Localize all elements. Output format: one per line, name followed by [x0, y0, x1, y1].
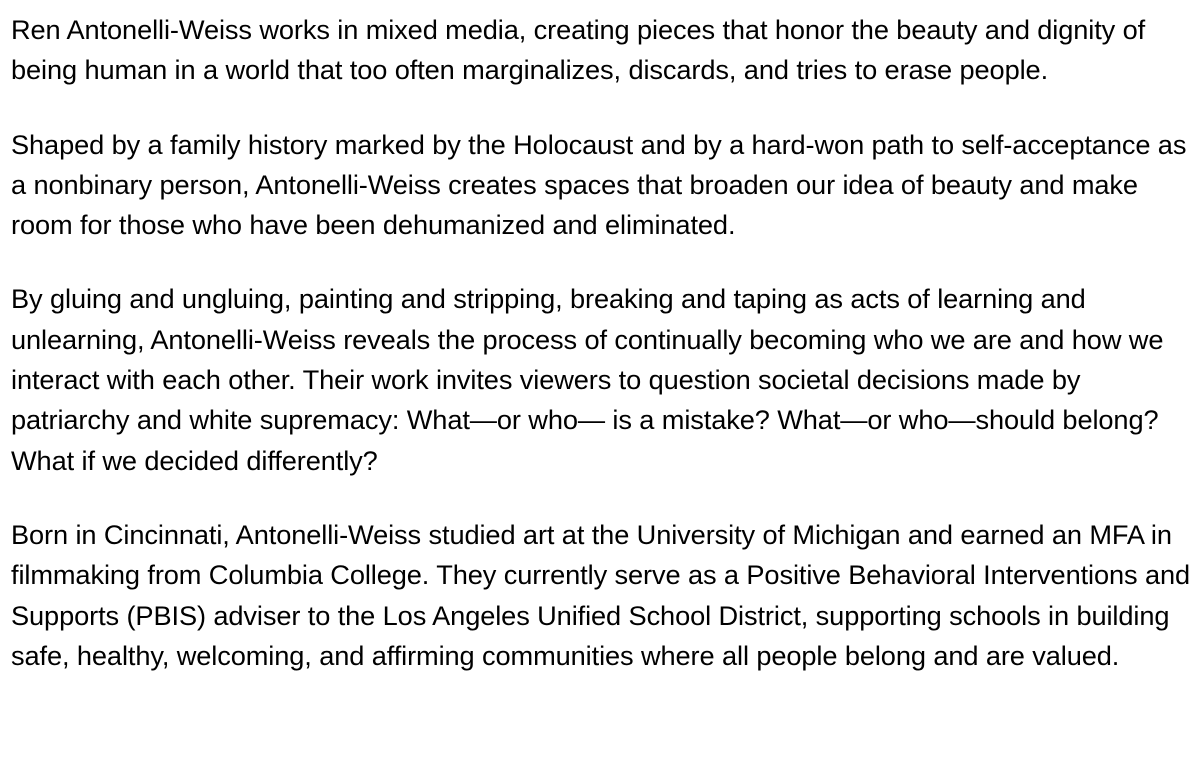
artist-bio [11, 10, 1196, 676]
bio-paragraph-history: Shaped by a family history marked by the Holocaust and by a hard-won path to self-acceptance as a nonbinary person, Antonelli-Weiss creates spaces that broaden our idea of beauty and make room for those who have been dehumanized and eliminated. [11, 128, 1187, 241]
bio-paragraph-background: Born in Cincinnati, Antonelli-Weiss studied art at the University of Michigan and earned an MFA in filmmaking from Columbia College. They currently serve as a Positive Behavioral Interventions and Supports (PBIS) adviser to the Los Angeles Unified School District, supporting schools in building safe, healthy, welcoming, and affirming communities where all people belong and are valued. [11, 518, 1191, 671]
bio-paragraph-process: By gluing and ungluing, painting and stripping, breaking and taping as acts of learning and unlearning, Antonelli-Weiss reveals the process of continually becoming who we are and how we interact with each other. Their work invites viewers to question societal decisions made by patriarchy and white supremacy: What—or who— is a mistake? What—or who—should belong? What if we decided differently? [11, 283, 1164, 476]
bio-paragraph-intro: Ren Antonelli-Weiss works in mixed media, creating pieces that honor the beauty and dignity of being human in a world that too often marginalizes, discards, and tries to erase people. [11, 14, 1146, 86]
